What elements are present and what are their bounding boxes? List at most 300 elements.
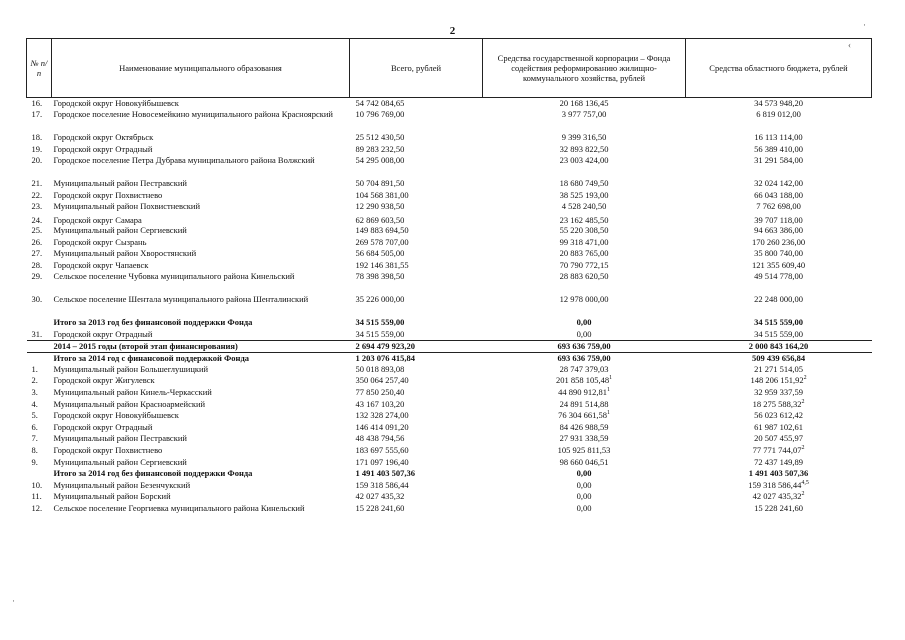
header-total: Всего, рублей xyxy=(350,39,483,98)
oblast-amount xyxy=(686,352,872,364)
municipality-name xyxy=(52,410,350,422)
fund-amount xyxy=(483,480,686,492)
municipality-name xyxy=(52,329,350,341)
total-amount-text: 62 869 603,50 xyxy=(355,215,405,226)
row-number xyxy=(27,178,52,190)
footnote-marker: 1 xyxy=(609,375,613,382)
municipality-name xyxy=(52,317,350,329)
row-number-text: 6. xyxy=(31,421,38,432)
fund-amount-text: 38 525 193,00 xyxy=(559,189,609,200)
total-amount-text: 77 850 250,40 xyxy=(355,387,405,397)
total-amount xyxy=(350,433,483,445)
table-row xyxy=(27,237,872,249)
oblast-amount xyxy=(686,98,872,110)
fund-amount xyxy=(483,190,686,202)
table-row xyxy=(27,155,872,178)
oblast-amount xyxy=(686,260,872,272)
total-amount xyxy=(350,98,483,110)
total-amount-text: 192 146 381,55 xyxy=(355,259,409,270)
fund-amount xyxy=(483,341,686,353)
row-number-text: 8. xyxy=(31,444,38,455)
row-number-text: 29. xyxy=(31,271,43,282)
total-amount-text: 15 228 241,60 xyxy=(355,502,405,513)
table-row xyxy=(27,445,872,457)
fund-amount-text: 18 680 749,50 xyxy=(559,178,609,189)
municipality-name xyxy=(52,364,350,376)
municipality-name xyxy=(52,201,350,213)
total-amount-text: 149 883 694,50 xyxy=(355,225,409,236)
municipality-name-text: Городское поселение Петра Дубрава муниципального района Волжский xyxy=(53,155,315,166)
fund-amount-text: 70 790 772,15 xyxy=(559,259,609,270)
oblast-amount xyxy=(686,457,872,469)
table-body xyxy=(27,98,872,526)
fund-amount xyxy=(483,271,686,294)
municipality-name xyxy=(52,260,350,272)
oblast-amount-text: 34 515 559,00 xyxy=(754,317,803,328)
total-amount-text: 54 295 008,00 xyxy=(355,155,405,166)
funding-table xyxy=(26,38,872,526)
oblast-amount-text: 39 707 118,00 xyxy=(754,215,803,226)
row-number xyxy=(27,144,52,156)
row-number-text: 1. xyxy=(31,363,38,374)
fund-amount-text: 27 931 338,59 xyxy=(559,433,609,444)
municipality-name xyxy=(52,468,350,480)
oblast-amount xyxy=(686,213,872,225)
municipality-name xyxy=(52,399,350,411)
table-row xyxy=(27,98,872,110)
total-amount xyxy=(350,213,483,225)
fund-amount xyxy=(483,178,686,190)
total-amount-text: 350 064 257,40 xyxy=(355,375,409,386)
table-row xyxy=(27,260,872,272)
table-row xyxy=(27,213,872,225)
row-number xyxy=(27,457,52,469)
oblast-amount xyxy=(686,294,872,317)
municipality-name-text: Сельское поселение Чубовка муниципального района Кинельский xyxy=(53,271,295,282)
row-number xyxy=(27,468,52,480)
fund-amount xyxy=(483,144,686,156)
table-row xyxy=(27,364,872,376)
municipality-name xyxy=(52,190,350,202)
footnote-marker: 2 xyxy=(801,445,805,452)
table-row xyxy=(27,329,872,341)
row-number-text: 20. xyxy=(31,155,43,166)
fund-amount xyxy=(483,260,686,272)
row-number xyxy=(27,132,52,144)
municipality-name-text: Итого за 2014 год без финансовой поддержки Фонда xyxy=(53,468,253,479)
total-amount xyxy=(350,144,483,156)
table-row xyxy=(27,422,872,434)
fund-amount xyxy=(483,155,686,178)
oblast-amount-text: 170 260 236,00 xyxy=(751,236,806,247)
row-number-text: 26. xyxy=(31,236,43,247)
row-number-text: 21. xyxy=(31,178,43,189)
municipality-name-text: Муниципальный район Похвистневский xyxy=(53,201,200,212)
fund-amount xyxy=(483,294,686,317)
fund-amount xyxy=(483,468,686,480)
row-number-text: 16. xyxy=(31,98,43,108)
row-number xyxy=(27,503,52,526)
oblast-amount-text: 2 000 843 164,20 xyxy=(748,341,809,352)
oblast-amount xyxy=(686,225,872,237)
municipality-name xyxy=(52,155,350,178)
table-row xyxy=(27,109,872,132)
oblast-amount xyxy=(686,329,872,341)
oblast-amount-text: 148 206 151,92 xyxy=(750,375,804,386)
municipality-name-text: Муниципальный район Большеглушицкий xyxy=(53,363,209,374)
municipality-name xyxy=(52,248,350,260)
municipality-name xyxy=(52,480,350,492)
fund-amount-text: 28 883 620,50 xyxy=(559,271,609,282)
fund-amount xyxy=(483,237,686,249)
row-number xyxy=(27,294,52,317)
fund-amount xyxy=(483,491,686,503)
total-amount-text: 132 328 274,00 xyxy=(355,410,409,421)
municipality-name-text: Муниципальный район Кинель-Черкасский xyxy=(53,387,212,397)
municipality-name-text: Муниципальный район Красноармейский xyxy=(53,398,206,409)
fund-amount-text: 84 426 988,59 xyxy=(559,421,609,432)
total-amount xyxy=(350,341,483,353)
oblast-amount xyxy=(686,178,872,190)
oblast-amount-text: 32 024 142,00 xyxy=(754,178,803,189)
total-amount xyxy=(350,399,483,411)
footnote-marker: 1 xyxy=(606,387,610,394)
row-number-text: 18. xyxy=(31,132,43,143)
municipality-name-text: Городской округ Сызрань xyxy=(53,236,147,247)
fund-amount-text: 23 003 424,00 xyxy=(559,155,609,166)
total-amount xyxy=(350,155,483,178)
oblast-amount xyxy=(686,480,872,492)
total-amount-text: 159 318 586,44 xyxy=(355,479,409,490)
fund-amount-text: 0,00 xyxy=(576,317,592,328)
total-amount-text: 56 684 505,00 xyxy=(355,248,405,259)
fund-amount xyxy=(483,213,686,225)
fund-amount xyxy=(483,98,686,110)
oblast-amount-text: 94 663 386,00 xyxy=(754,225,803,236)
total-amount xyxy=(350,445,483,457)
oblast-amount xyxy=(686,201,872,213)
oblast-amount-text: 6 819 012,00 xyxy=(756,109,801,120)
municipality-name xyxy=(52,352,350,364)
total-amount xyxy=(350,260,483,272)
row-number-text: 12. xyxy=(31,502,43,513)
row-number xyxy=(27,422,52,434)
oblast-amount-text: 32 959 337,59 xyxy=(754,387,803,397)
table-row xyxy=(27,480,872,492)
fund-amount-text: 12 978 000,00 xyxy=(559,294,609,305)
municipality-name xyxy=(52,445,350,457)
municipality-name xyxy=(52,433,350,445)
oblast-amount xyxy=(686,468,872,480)
oblast-amount-text: 22 248 000,00 xyxy=(754,294,803,305)
row-number xyxy=(27,190,52,202)
municipality-name-text: Сельское поселение Георгиевка муниципального района Кинельский xyxy=(53,502,305,513)
table-row xyxy=(27,190,872,202)
fund-amount xyxy=(483,457,686,469)
total-amount-text: 48 438 794,56 xyxy=(355,433,405,444)
row-number-text: 7. xyxy=(31,433,38,444)
fund-amount-text: 4 528 240,50 xyxy=(561,201,607,212)
total-amount-text: 1 203 076 415,84 xyxy=(355,352,415,363)
row-number-text: 25. xyxy=(31,225,43,236)
oblast-amount-text: 34 515 559,00 xyxy=(754,329,803,340)
total-amount xyxy=(350,237,483,249)
fund-amount-text: 99 318 471,00 xyxy=(559,236,609,247)
fund-amount-text: 23 162 485,50 xyxy=(559,215,609,226)
total-amount-text: 78 398 398,50 xyxy=(355,271,405,282)
municipality-name-text: Городской округ Новокуйбышевск xyxy=(53,98,179,108)
fund-amount xyxy=(483,364,686,376)
table-header-row xyxy=(27,39,872,98)
total-amount-text: 34 515 559,00 xyxy=(355,329,405,340)
municipality-name-text: Городской округ Чапаевск xyxy=(53,259,149,270)
oblast-amount-text: 35 800 740,00 xyxy=(754,248,803,259)
oblast-amount-text: 20 507 455,97 xyxy=(754,433,803,444)
row-number xyxy=(27,364,52,376)
municipality-name-text: Итого за 2013 год без финансовой поддержки Фонда xyxy=(53,317,253,328)
fund-amount xyxy=(483,445,686,457)
row-number xyxy=(27,399,52,411)
total-amount-text: 12 290 938,50 xyxy=(355,201,405,212)
page-number: 2 xyxy=(449,25,456,37)
row-number xyxy=(27,237,52,249)
municipality-name-text: Муниципальный район Хворостянский xyxy=(53,248,197,259)
total-amount xyxy=(350,491,483,503)
total-amount-text: 104 568 381,00 xyxy=(355,189,409,200)
total-amount xyxy=(350,364,483,376)
oblast-amount xyxy=(686,155,872,178)
fund-amount-text: 20 168 136,45 xyxy=(559,98,609,108)
total-amount-text: 50 704 891,50 xyxy=(355,178,405,189)
row-number-text: 24. xyxy=(31,215,43,226)
municipality-name-text: Муниципальный район Безенчукский xyxy=(53,479,191,490)
municipality-name xyxy=(52,178,350,190)
table-row xyxy=(27,225,872,237)
municipality-name-text: Городской округ Похвистнево xyxy=(53,189,163,200)
oblast-amount xyxy=(686,341,872,353)
fund-amount-text: 32 893 822,50 xyxy=(559,143,609,154)
fund-amount xyxy=(483,375,686,387)
fund-amount xyxy=(483,201,686,213)
municipality-name xyxy=(52,144,350,156)
row-number xyxy=(27,317,52,329)
row-number xyxy=(27,341,52,353)
municipality-name-text: Сельское поселение Шентала муниципального района Шенталинский xyxy=(53,294,309,305)
total-amount-text: 146 414 091,20 xyxy=(355,421,409,432)
table-row xyxy=(27,178,872,190)
fund-amount-text: 0,00 xyxy=(576,468,592,479)
oblast-amount-text: 56 389 410,00 xyxy=(754,143,803,154)
fund-amount-text: 98 660 046,51 xyxy=(559,456,609,467)
row-number-text: 9. xyxy=(31,456,38,467)
fund-amount xyxy=(483,399,686,411)
fund-amount-text: 0,00 xyxy=(576,329,592,340)
oblast-amount-text: 21 271 514,05 xyxy=(754,363,803,374)
oblast-amount xyxy=(686,190,872,202)
row-number xyxy=(27,480,52,492)
fund-amount-text: 201 858 105,48 xyxy=(555,375,610,386)
oblast-amount xyxy=(686,237,872,249)
municipality-name xyxy=(52,422,350,434)
row-number-text: 10. xyxy=(31,479,43,490)
total-amount xyxy=(350,352,483,364)
fund-amount xyxy=(483,225,686,237)
oblast-amount xyxy=(686,422,872,434)
fund-amount xyxy=(483,503,686,526)
row-number-text: 31. xyxy=(31,329,43,340)
fund-amount-text: 0,00 xyxy=(576,502,592,513)
total-amount-text: 183 697 555,60 xyxy=(355,444,409,455)
footnote-marker: 2 xyxy=(801,398,805,405)
total-amount xyxy=(350,109,483,132)
total-amount xyxy=(350,375,483,387)
total-amount xyxy=(350,329,483,341)
header-oblast: Средства областного бюджета, рублей xyxy=(686,39,872,98)
fund-amount-text: 0,00 xyxy=(576,491,592,502)
fund-amount xyxy=(483,248,686,260)
municipality-name-text: Городской округ Жигулевск xyxy=(53,375,155,386)
total-amount xyxy=(350,480,483,492)
oblast-amount xyxy=(686,445,872,457)
oblast-amount-text: 66 043 188,00 xyxy=(754,189,803,200)
fund-amount-text: 44 890 912,81 xyxy=(558,387,607,397)
oblast-amount-text: 49 514 778,00 xyxy=(754,271,803,282)
fund-amount-text: 693 636 759,00 xyxy=(557,341,611,352)
total-amount xyxy=(350,317,483,329)
fund-amount xyxy=(483,132,686,144)
total-amount xyxy=(350,225,483,237)
oblast-amount xyxy=(686,491,872,503)
table-row xyxy=(27,457,872,469)
row-number xyxy=(27,433,52,445)
oblast-amount xyxy=(686,364,872,376)
oblast-amount-text: 42 027 435,32 xyxy=(752,491,802,502)
total-amount-text: 171 097 196,40 xyxy=(355,456,409,467)
fund-amount-text: 9 399 316,50 xyxy=(561,132,607,143)
row-number-text: 17. xyxy=(31,109,43,120)
municipality-name-text: Городской округ Похвистнево xyxy=(53,444,163,455)
total-amount-text: 25 512 430,50 xyxy=(355,132,405,143)
row-number xyxy=(27,445,52,457)
table-row xyxy=(27,387,872,399)
row-number xyxy=(27,329,52,341)
row-number-text: 30. xyxy=(31,294,43,305)
oblast-amount-text: 15 228 241,60 xyxy=(754,502,803,513)
row-number-text: 28. xyxy=(31,259,43,270)
municipality-name-text: Городской округ Отрадный xyxy=(53,421,153,432)
header-number: № п/п xyxy=(27,39,52,98)
municipality-name xyxy=(52,387,350,399)
fund-amount-text: 693 636 759,00 xyxy=(557,352,611,363)
total-amount xyxy=(350,468,483,480)
oblast-amount xyxy=(686,433,872,445)
municipality-name xyxy=(52,457,350,469)
row-number-text: 2. xyxy=(31,375,38,386)
municipality-name-text: Городское поселение Новосемейкино муниципального района Красноярский xyxy=(53,109,333,120)
fund-amount xyxy=(483,422,686,434)
total-amount xyxy=(350,132,483,144)
oblast-amount xyxy=(686,317,872,329)
scan-mark: · xyxy=(12,596,15,606)
oblast-amount-text: 159 318 586,44 xyxy=(748,479,802,490)
fund-amount-text: 28 747 379,03 xyxy=(559,363,609,374)
fund-amount-text: 20 883 765,00 xyxy=(559,248,609,259)
table-subtotal-row xyxy=(27,468,872,480)
row-number-text: 3. xyxy=(31,387,38,397)
total-amount-text: 43 167 103,20 xyxy=(355,398,405,409)
oblast-amount xyxy=(686,399,872,411)
oblast-amount xyxy=(686,248,872,260)
total-amount-text: 269 578 707,00 xyxy=(355,236,409,247)
scan-mark: ‹ xyxy=(848,40,851,50)
total-amount-text: 34 515 559,00 xyxy=(355,317,405,328)
fund-amount-text: 0,00 xyxy=(576,479,592,490)
municipality-name-text: Муниципальный район Пестравский xyxy=(53,433,187,444)
oblast-amount xyxy=(686,132,872,144)
total-amount xyxy=(350,457,483,469)
municipality-name-text: Городской округ Октябрьск xyxy=(53,132,154,143)
fund-amount xyxy=(483,352,686,364)
table-row xyxy=(27,410,872,422)
row-number xyxy=(27,491,52,503)
total-amount-text: 35 226 000,00 xyxy=(355,294,405,305)
fund-amount-text: 76 304 661,58 xyxy=(558,410,607,421)
oblast-amount-text: 72 437 149,89 xyxy=(754,456,803,467)
row-number-text: 5. xyxy=(31,410,38,421)
table-row xyxy=(27,248,872,260)
total-amount xyxy=(350,248,483,260)
total-amount xyxy=(350,410,483,422)
row-number xyxy=(27,375,52,387)
total-amount xyxy=(350,387,483,399)
oblast-amount-text: 121 355 609,40 xyxy=(751,259,806,270)
municipality-name xyxy=(52,132,350,144)
table-subtotal-row xyxy=(27,341,872,353)
footnote-marker: 2 xyxy=(803,375,807,382)
oblast-amount xyxy=(686,503,872,526)
row-number xyxy=(27,387,52,399)
oblast-amount-text: 7 762 698,00 xyxy=(756,201,801,212)
table-row xyxy=(27,132,872,144)
row-number xyxy=(27,271,52,294)
total-amount-text: 54 742 084,65 xyxy=(355,98,405,108)
oblast-amount xyxy=(686,144,872,156)
table-row xyxy=(27,503,872,526)
table-subtotal-row xyxy=(27,317,872,329)
municipality-name xyxy=(52,341,350,353)
municipality-name-text: Городской округ Отрадный xyxy=(53,329,153,340)
fund-amount xyxy=(483,317,686,329)
fund-amount-text: 3 977 757,00 xyxy=(561,109,607,120)
header-fund: Средства государственной корпорации – Фонда содействия реформированию жилищно-коммунального хозяйства, рублей xyxy=(483,39,686,98)
municipality-name-text: Итого за 2014 год с финансовой поддержкой Фонда xyxy=(53,352,249,363)
oblast-amount-text: 61 987 102,61 xyxy=(754,421,803,432)
municipality-name-text: 2014 – 2015 годы (второй этап финансирования) xyxy=(53,341,238,352)
municipality-name-text: Муниципальный район Борский xyxy=(53,491,171,502)
oblast-amount-text: 18 275 588,32 xyxy=(752,398,802,409)
row-number xyxy=(27,225,52,237)
footnote-marker: 4,5 xyxy=(801,479,809,486)
municipality-name-text: Городской округ Отрадный xyxy=(53,143,153,154)
municipality-name xyxy=(52,491,350,503)
municipality-name-text: Городской округ Новокуйбышевск xyxy=(53,410,179,421)
table-row xyxy=(27,375,872,387)
oblast-amount-text: 509 439 656,84 xyxy=(751,352,806,363)
total-amount xyxy=(350,503,483,526)
total-amount-text: 10 796 769,00 xyxy=(355,109,405,120)
oblast-amount xyxy=(686,387,872,399)
oblast-amount-text: 77 771 744,07 xyxy=(752,444,802,455)
